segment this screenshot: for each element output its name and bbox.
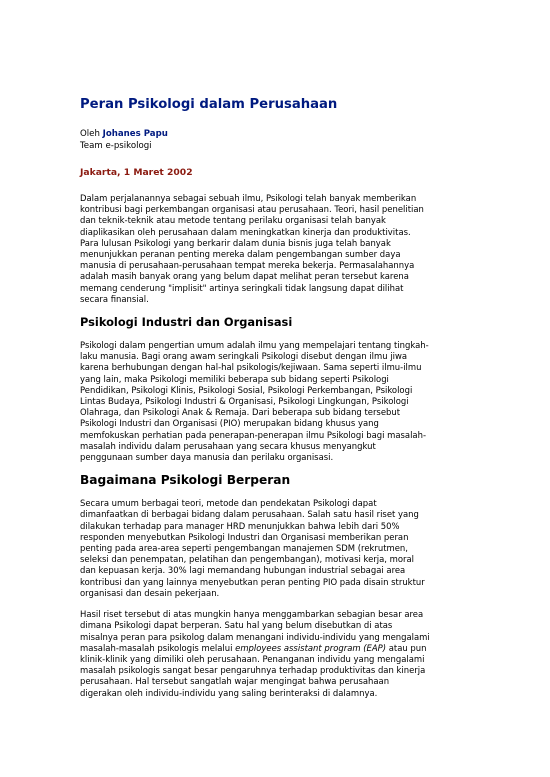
byline [80, 128, 473, 140]
text-line: kontribusi bagi perkembangan organisasi atau perusahaan. Teori, hasil penelitian [80, 204, 424, 215]
text-line: Para lulusan Psikologi yang berkarir dalam dunia bisnis juga telah banyak [80, 237, 391, 248]
text-line: diaplikasikan oleh perusahaan dalam meningkatkan kinerja dan produktivitas. [80, 226, 411, 237]
byline-prefix: Oleh [80, 129, 103, 139]
text-line: dilakukan terhadap para manager HRD menunjukkan bahwa lebih dari 50% [80, 520, 400, 531]
text-line: dimana Psikologi dapat berperan. Satu hal yang belum disebutkan di atas [80, 620, 393, 631]
publication-date: Jakarta, 1 Maret 2002 [80, 167, 193, 178]
text-line: Psikologi dalam pengertian umum adalah ilmu yang mempelajari tentang tingkah- [80, 340, 429, 351]
paragraph-eap [80, 609, 473, 699]
text-line-with-italic [80, 643, 473, 654]
text-line: dan kepuasan kerja. 30% lagi memandang hubungan industrial sebagai area [80, 565, 406, 576]
italic-line-prefix: masalah-masalah psikologis melalui [80, 642, 236, 653]
document-title: Peran Psikologi dalam Perusahaan [80, 97, 338, 112]
text-line: masalah individu dalam perusahaan yang secara khusus menyangkut [80, 440, 376, 451]
paragraph-pio [80, 340, 473, 463]
text-line: penggunaan sumber daya manusia dan perilaku organisasi. [80, 452, 334, 463]
text-line: memang cenderung "implisit" artinya seringkali tidak langsung dapat dilihat [80, 282, 404, 293]
team-name: Team e-psikologi [80, 141, 152, 151]
document-content [80, 97, 473, 709]
text-line: Olahraga, dan Psikologi Anak & Remaja. Dari beberapa sub bidang tersebut [80, 407, 401, 418]
text-line: responden menyebutkan Psikologi Industri dan Organisasi memberikan peran [80, 531, 409, 542]
italic-line-suffix: atau pun [386, 642, 427, 653]
section-heading-pio: Psikologi Industri dan Organisasi [80, 315, 293, 330]
text-line: Lintas Budaya, Psikologi Industri & Organisasi, Psikologi Lingkungan, Psikologi [80, 396, 409, 407]
paragraph-research [80, 498, 473, 599]
text-line: kontribusi dan yang lainnya menyebutkan peran penting PIO pada disain struktur [80, 576, 425, 587]
section-heading-role: Bagaimana Psikologi Berperan [80, 473, 291, 488]
paragraph-intro [80, 193, 473, 305]
text-line: secara finansial. [80, 293, 149, 304]
text-line: masalah psikologis sangat besar pengaruhnya terhadap produktivitas dan kinerja [80, 665, 426, 676]
eap-term: employees assistant program (EAP) [235, 642, 387, 653]
text-line: Dalam perjalanannya sebagai sebuah ilmu, Psikologi telah banyak memberikan [80, 193, 417, 203]
text-line: klinik-klinik yang dimiliki oleh perusahaan. Penanganan individu yang mengalami [80, 653, 425, 664]
text-line: adalah masih banyak orang yang belum dapat melihat peran tersebut karena [80, 271, 409, 282]
author-name: Johanes Papu [102, 129, 168, 139]
text-line: Secara umum berbagai teori, metode dan pendekatan Psikologi dapat [80, 498, 377, 509]
text-line: laku manusia. Bagi orang awam seringkali Psikologi disebut dengan ilmu jiwa [80, 351, 408, 362]
text-line: perusahaan. Hal tersebut sangatlah wajar mengingat bahwa perusahaan [80, 676, 390, 687]
text-line: penting pada area-area seperti pengembangan manajemen SDM (rekrutmen, [80, 543, 408, 554]
text-line: seleksi dan penempatan, pelatihan dan pengembangan), motivasi kerja, moral [80, 554, 414, 565]
text-line: dimanfaatkan di berbagai bidang dalam perusahaan. Salah satu hasil riset yang [80, 509, 419, 520]
text-line: digerakan oleh individu-individu yang saling berinteraksi di dalamnya. [80, 687, 378, 698]
text-line: Hasil riset tersebut di atas mungkin hanya menggambarkan sebagian besar area [80, 609, 424, 620]
text-line: Psikologi Industri dan Organisasi (PIO) merupakan bidang khusus yang [80, 418, 379, 429]
text-line: memfokuskan perhatian pada penerapan-penerapan ilmu Psikologi bagi masalah- [80, 429, 426, 440]
text-line: karena berhubungan dengan hal-hal psikologis/kejiwaan. Sama seperti ilmu-ilmu [80, 362, 422, 373]
text-line: Pendidikan, Psikologi Klinis, Psikologi Sosial, Psikologi Perkembangan, Psikologi [80, 384, 413, 395]
text-line: dan teknik-teknik atau metode tentang perilaku organisasi telah banyak [80, 215, 386, 226]
text-line: misalnya peran para psikolog dalam menangani individu-individu yang mengalami [80, 631, 430, 642]
text-line: yang lain, maka Psikologi memiliki beberapa sub bidang seperti Psikologi [80, 373, 389, 384]
text-line: organisasi dan desain pekerjaan. [80, 587, 220, 598]
text-line: menunjukkan peranan penting mereka dalam pengembangan sumber daya [80, 249, 401, 260]
text-line: manusia di perusahaan-perusahaan tempat mereka bekerja. Permasalahannya [80, 260, 415, 271]
